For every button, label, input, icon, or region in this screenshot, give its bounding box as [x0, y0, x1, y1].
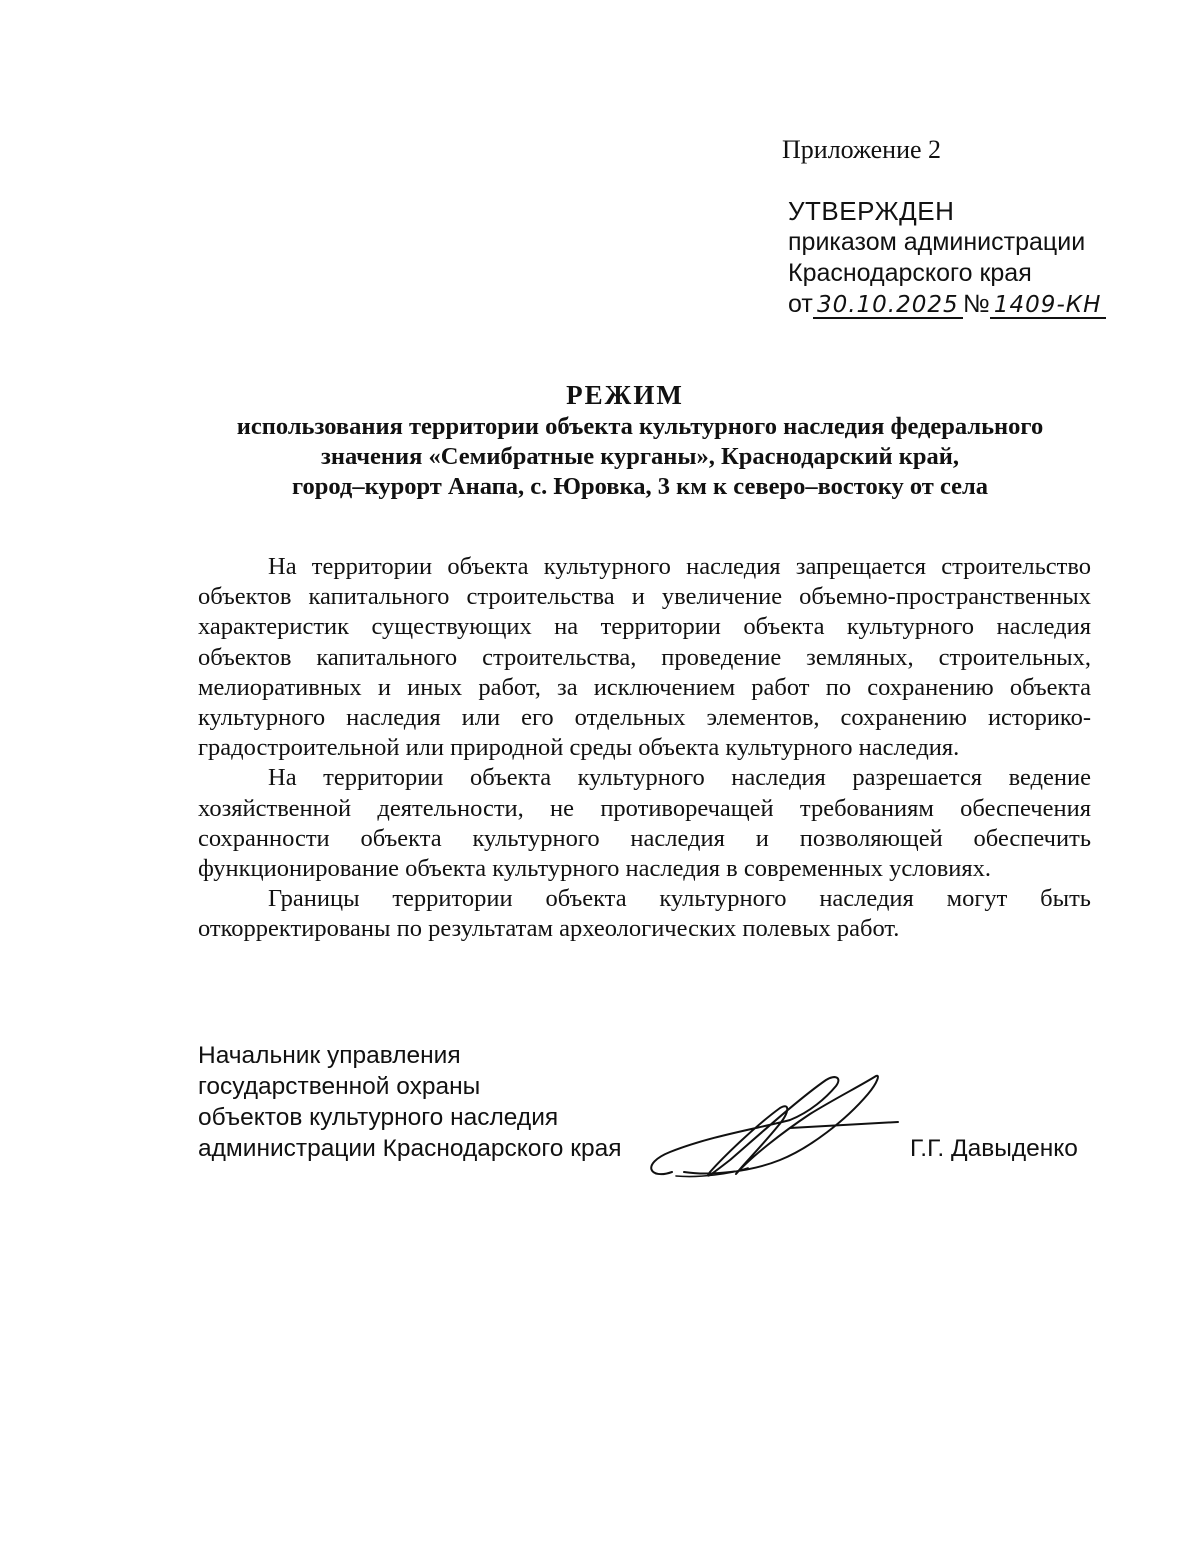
order-date-number-line: [788, 289, 1106, 320]
title-subtitle: [150, 412, 1130, 502]
subtitle-line-3: город–курорт Анапа, с. Юровка, 3 км к северо–востоку от села: [292, 473, 988, 500]
subtitle-line-2: значения «Семибратные курганы», Краснодарский край,: [320, 443, 960, 470]
date-prefix: от: [788, 290, 813, 318]
approved-word: УТВЕРЖДЕН: [788, 196, 955, 226]
paragraph-prohibitions: На территории объекта культурного наследия запрещается строительство объектов капитального строительства и увеличение объемно-пространственных характеристик существующих на территории объекта культурного наследия объектов капитального строительства, проведение земляных, строительных, мелиоративных и иных работ, за исключением работ по сохранению объекта культурного наследия или его отдельных элементов, сохранению историко-градостроительной или природной среды объекта культурного наследия.: [198, 553, 1091, 762]
position-line-1: Начальник управления: [198, 1042, 461, 1069]
number-prefix: №: [962, 290, 990, 318]
approved-by-line-1: приказом администрации: [788, 228, 1086, 256]
subtitle-line-1: использования территории объекта культурного наследия федерального: [236, 413, 1044, 440]
order-date-handwritten: 30.10.2025: [813, 293, 963, 319]
order-number-handwritten: 1409-КН: [990, 293, 1106, 319]
signer-name: Г.Г. Давыденко: [910, 1135, 1078, 1162]
position-line-3: объектов культурного наследия: [198, 1104, 559, 1131]
title-main: РЕЖИМ: [566, 380, 684, 410]
document-title: [150, 378, 1130, 502]
signer-position: [198, 1040, 621, 1164]
approved-by-line-2: Краснодарского края: [788, 259, 1032, 287]
approval-block: [788, 196, 1106, 320]
position-line-2: государственной охраны: [198, 1073, 481, 1100]
position-line-4: администрации Краснодарского края: [198, 1135, 622, 1162]
appendix-label: Приложение 2: [782, 135, 942, 164]
body-text: [198, 552, 1091, 945]
paragraph-permissions: На территории объекта культурного наследия разрешается ведение хозяйственной деятельности, не противоречащей требованиям обеспечения сохранности объекта культурного наследия и позволяющей обеспечить функционирование объекта культурного наследия в современных условиях.: [198, 764, 1091, 883]
handwritten-signature: [640, 1068, 900, 1186]
paragraph-boundaries: Границы территории объекта культурного наследия могут быть откорректированы по результатам археологических полевых работ.: [198, 885, 1091, 943]
